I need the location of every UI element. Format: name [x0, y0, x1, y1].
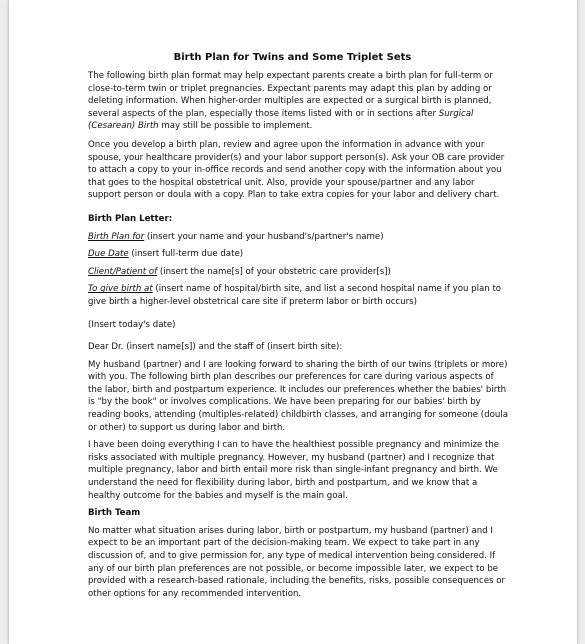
body-paragraph-1: My husband (partner) and I are looking forward to sharing the birth of our twins (triplets or more) with you. The following birth plan describes our preferences for care during various aspects of the labor, birth and postpartum experience. It includes our preferences whether the babies' birth is "by the book" or involves complications. We have been preparing for our babies' birth by reading books, attending (multiples-related) childbirth classes, and arranging for someone (doula or other) to support us during labor and birth.: [88, 359, 508, 433]
intro-p1-italic: Surgical (Cesarean) Birth: [88, 108, 474, 132]
intro-p1-text-a: The following birth plan format may help expectant parents create a birth plan for full-term or close-to-term twin or triplet pregnancies. Expectant parents may adapt this plan by adding or deleting information. When higher-order multiples are expected or a surgical birth is planned, several aspects of the plan, especially those items listed with or in sections after: [88, 71, 493, 119]
field-label: Birth Plan for: [88, 231, 145, 242]
document-title: Birth Plan for Twins and Some Triplet Sets: [173, 52, 412, 63]
field-text: (insert name of hospital/birth site, and list a second hospital name if you plan to give birth a higher-level obstetrical care site if preterm labor or birth occurs): [88, 284, 502, 307]
intro-paragraph-1: [88, 70, 508, 133]
intro-p1-text-b: may still be possible to implement.: [158, 121, 313, 132]
field-text: (insert full-term due date): [128, 249, 244, 260]
document-content: [88, 70, 508, 600]
field-due-date: [88, 248, 508, 261]
field-text: (insert your name and your husband's/partner's name): [144, 231, 384, 242]
field-label: To give birth at: [88, 284, 153, 295]
body-paragraph-2: I have been doing everything I can to have the healthiest possible pregnancy and minimize the risks associated with multiple pregnancy. However, my husband (partner) and I recognize that multiple pregnancy, labor and birth entail more risk than single-infant pregnancy and birth. We understand the need for flexibility during labor, birth and postpartum, and we know that a healthy outcome for the babies and myself is the main goal.: [88, 440, 500, 501]
intro-paragraph-2: Once you develop a birth plan, review and agree upon the information in advance with your spouse, your healthcare provider(s) and your labor support person(s). Ask your OB care provider to attach a copy to your in-office records and send another copy with the information about you that goes to the hospital obstetrical unit. Also, provide your spouse/partner and any labor support person or doula with a copy. Plan to take extra copies for your labor and delivery chart.: [88, 139, 505, 201]
field-give-birth-at: [88, 283, 508, 308]
birth-team-paragraph: No matter what situation arises during labor, birth or postpartum, my husband (partner) and I expect to be an important part of the decision-making team. We expect to take part in any discussion of, and to give permission for, any type of medical intervention being considered. If any of our birth plan preferences are not possible, or become impossible later, we expect to be provided with a research-based rationale, including the benefits, risks, possible consequences or other options for any recommended intervention.: [88, 525, 506, 599]
salutation: Dear Dr. (insert name[s]) and the staff of (insert birth site):: [88, 342, 343, 353]
field-client-patient: [88, 266, 508, 279]
field-label: Due Date: [88, 249, 129, 260]
field-text: (insert the name[s] of your obstetric care provider[s]): [157, 266, 391, 277]
date-line: (Insert today's date): [88, 319, 176, 330]
field-birth-plan-for: [88, 231, 508, 244]
section-heading-birth-team: Birth Team: [88, 508, 141, 519]
letter-heading: Birth Plan Letter:: [88, 213, 173, 224]
field-label: Client/Patient of: [88, 266, 158, 277]
